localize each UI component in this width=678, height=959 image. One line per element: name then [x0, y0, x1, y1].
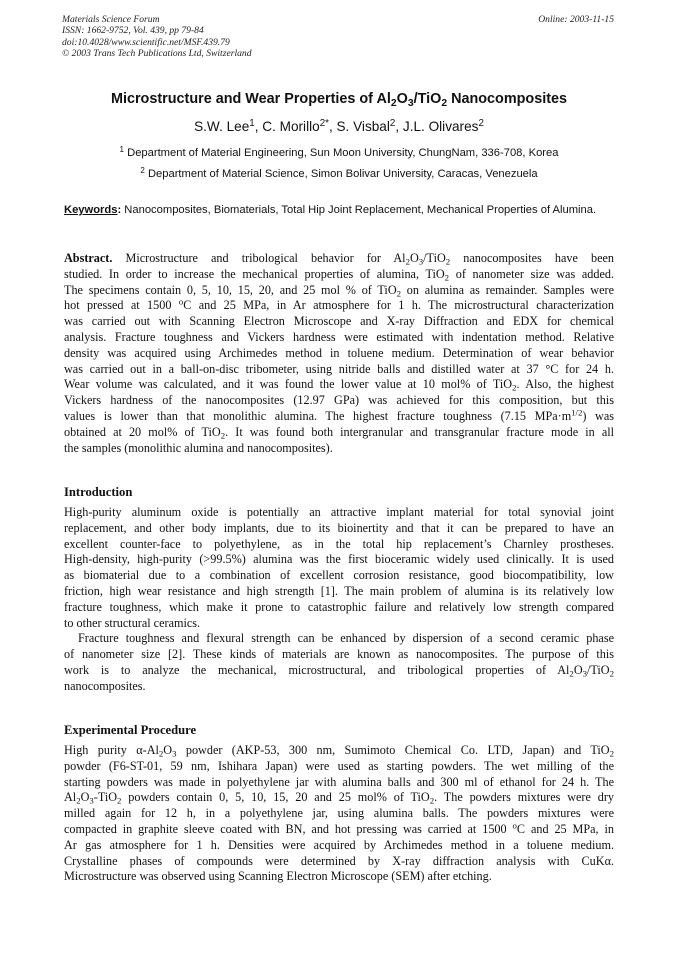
- body-line: Ar gas atmosphere for 1 h. Densities were acquired by Archimedes method in a toluene medium.: [64, 837, 614, 852]
- abstract-line: was carried out in a ball-on-disc tribometer, using nitride balls and distilled water at 37 °C for 24 h.: [64, 361, 614, 376]
- author-list: S.W. Lee$^1$, C. Morillo$^{2*}$, S. Visbal$^2$, J.L. Olivares$^2$: [194, 117, 484, 134]
- keywords: Keywords: Nanocomposites, Biomaterials, Total Hip Joint Replacement, Mechanical Properties of Alumina.: [64, 204, 597, 216]
- body-line: nanocomposites.: [64, 678, 146, 693]
- affiliation-2: $^2$ Department of Material Science, Simon Bolivar University, Caracas, Venezuela: [140, 165, 538, 180]
- abstract-line: Vickers hardness of the nanocomposites (12.97 GPa) was achieved for this composition, but this: [64, 393, 614, 408]
- copyright-line: © 2003 Trans Tech Publications Ltd, Switzerland: [62, 48, 252, 60]
- abstract-line: studied. In order to increase the mechanical properties of alumina, TiO$_2$ of nanometer size was added.: [64, 266, 614, 283]
- introduction-body: [64, 505, 614, 695]
- body-line: of nanometer size [2]. These kinds of materials are known as nanocomposites. The purpose of this: [64, 647, 614, 662]
- abstract-line: obtained at 20 mol% of TiO$_2$. It was found both intergranular and transgranular fracture mode in all: [64, 424, 615, 441]
- body-line: replacement, and other body implants, due to its bioinertity and that it can be prepared to have an: [64, 520, 614, 535]
- body-line: High purity $\alpha-Al_2O_3$ powder (AKP-53, 300 nm, Sumimoto Chemical Co. LTD, Japan) and TiO$_2$: [64, 743, 614, 759]
- paper-title: Microstructure and Wear Properties of $Al_2O_3/TiO_2$ Nanocomposites: [110, 91, 568, 109]
- abstract-line: Abstract. Microstructure and tribological behavior for $Al_2O_3/TiO_2$ nanocomposites have been: [64, 251, 614, 267]
- body-line: to other structural ceramics.: [64, 615, 201, 630]
- body-line: Microstructure was observed using Scanning Electron Microscope (SEM) after etching.: [64, 869, 492, 884]
- body-line: High-density, high-purity (>99.5%) alumina was the first bioceramic widely used clinically. It is used: [64, 552, 614, 567]
- abstract-line: values is lower than that monolithic alumina. The highest fracture toughness (7.15 $MPa\cdot m^{1/2}$) was: [64, 407, 614, 423]
- keywords-label: Keywords: [64, 204, 118, 216]
- issn-line: ISSN: 1662-9752, Vol. 439, pp 79-84: [62, 25, 204, 37]
- body-line: powder (F6-ST-01, 59 nm, Ishihara Japan) were used as starting powders. The wet milling of the: [64, 758, 614, 773]
- doi-line[interactable]: doi:10.4028/www.scientific.net/MSF.439.79: [62, 36, 230, 48]
- affiliation-1: $^1$ Department of Material Engineering, Sun Moon University, ChungNam, 336-708, Korea: [119, 144, 559, 159]
- body-line: compacted in graphite sleeve coated with BN, and hot pressing was carried at 1500 $^o$C and 25 MPa, in: [64, 820, 614, 836]
- online-date: Online: 2003-11-15: [538, 14, 614, 25]
- abstract-line: the samples (monolithic alumina and nanocomposites).: [64, 440, 333, 455]
- section-heading-experimental: Experimental Procedure: [64, 723, 197, 737]
- abstract-line: density was acquired using Archimedes method in toluene medium. Determination of wear behavior: [64, 345, 614, 360]
- body-line: Fracture toughness and flexural strength can be enhanced by dispersion of a second ceramic phase: [78, 631, 614, 646]
- abstract-line: was carried out with Scanning Electron Microscope and X-ray Diffraction and EDX for chemical: [64, 314, 614, 329]
- abstract-line: hot pressed at 1500 $^o$C and 25 MPa, in Ar atmosphere for 1 h. The microstructural characterization: [64, 296, 614, 313]
- abstract-line: The specimens contain 0, 5, 10, 15, 20, and 25 mol % of TiO$_2$ on alumina as remainder. Samples were: [64, 282, 614, 299]
- body-line: excellent counter-face to polyethylene, as in the total hip replacement’s Charnley prostheses.: [64, 536, 614, 551]
- body-line: work is to analyze the mechanical, microstructural, and tribological properties of $Al_2O_3/TiO_2$: [64, 662, 614, 679]
- abstract: [64, 251, 614, 456]
- journal-header: [62, 14, 422, 60]
- body-line: friction, high wear resistance and high strength [1]. The main problem of alumina is its relatively low: [64, 583, 614, 598]
- section-heading-introduction: Introduction: [64, 485, 133, 499]
- journal-name: Materials Science Forum: [62, 14, 160, 25]
- author-name: S.W. Lee: [194, 119, 250, 134]
- body-line: High-purity aluminum oxide is potentially an attractive implant material for total synovial joint: [64, 505, 614, 519]
- body-line: fracture toughness, which make it prone to catastrophic failure and relatively low strength compared: [64, 599, 614, 614]
- author-name: , C. Morillo: [254, 119, 320, 134]
- experimental-body: [64, 743, 614, 885]
- body-line: starting powders was made in polyethylene jar with alumina balls and 300 ml of ethanol for 24 h. The: [64, 774, 614, 789]
- author-name: , J.L. Olivares: [395, 119, 479, 134]
- body-line: Crystalline phases of compounds were determined by X-ray diffraction analysis with CuKα.: [64, 853, 614, 868]
- body-line: $Al_2O_3-TiO_2$ powders contain 0, 5, 10, 15, 20 and 25 mol% of TiO$_2$. The powders mixtures were dry: [64, 790, 614, 806]
- author-name: , S. Visbal: [328, 119, 390, 134]
- abstract-label: Abstract.: [64, 251, 113, 265]
- body-line: as biomaterial due to a combination of excellent corrosion resistance, good biocompatibility, low: [64, 568, 614, 583]
- abstract-line: Wear volume was calculated, and it was found the lower value at 10 mol% of TiO$_2$. Also, the highest: [64, 377, 615, 393]
- abstract-line: analysis. Fracture toughness and Vickers hardness were estimated with indentation method. Relative: [64, 329, 614, 344]
- keywords-text: Nanocomposites, Biomaterials, Total Hip Joint Replacement, Mechanical Properties of Alumina.: [121, 204, 597, 216]
- body-line: milled again for 12 h, in a polyethylene jar, using alumina balls. The powders mixtures were: [64, 806, 614, 821]
